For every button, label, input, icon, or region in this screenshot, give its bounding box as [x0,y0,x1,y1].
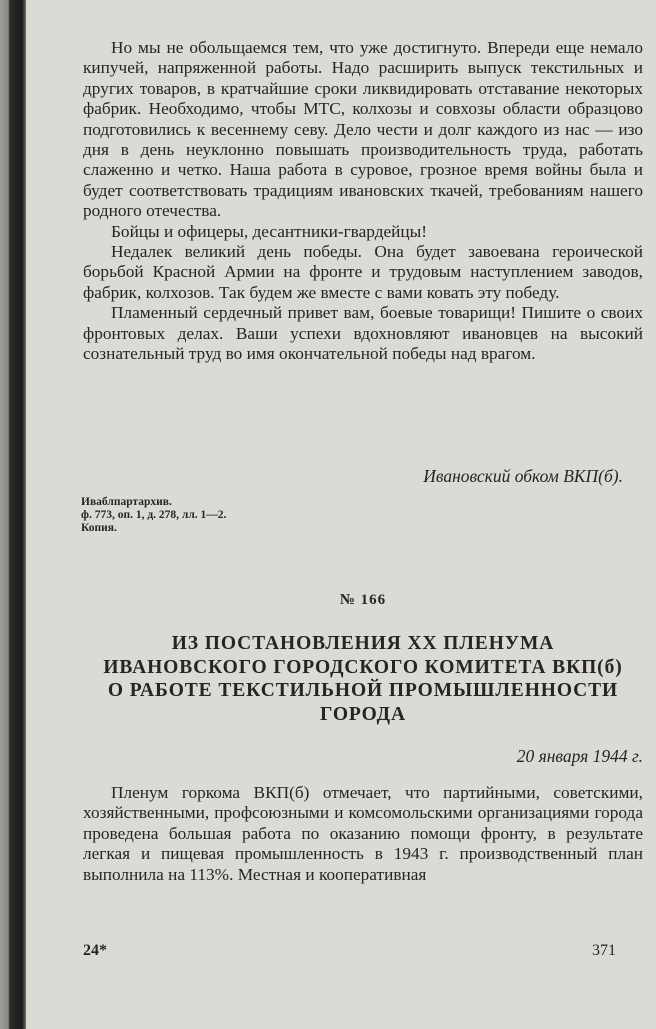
paragraph: Пламенный сердечный привет вам, боевые товарищи! Пишите о своих фронтовых делах. Ваши успехи вдохновляют ивановцев на высокий сознательный труд во имя окончательной победы над врагом. [83,303,643,364]
title-line: ИЗ ПОСТАНОВЛЕНИЯ XX ПЛЕНУМА [171,633,555,654]
document-number: № 166 [339,592,387,608]
title-line: ИВАНОВСКОГО ГОРОДСКОГО КОМИТЕТА ВКП(б) [103,656,623,678]
archive-name: Иваблпартархив. [81,496,172,508]
paragraph: Недалек великий день победы. Она будет завоевана героической борьбой Красной Армии на фронте и трудовым наступлением заводов, фабрик, колхозов. Так будем же вместе с вами ковать эту победу. [83,242,643,302]
page-number: 371 [592,942,616,959]
letter-body [83,38,643,365]
resolution-body [83,783,643,885]
paragraph: Пленум горкома ВКП(б) отмечает, что партийными, советскими, хозяйственными, профсоюзными и комсомольскими организациями города проведена большая работа по оказанию помощи фронту, в результате легкая и пищевая промышленность в 1943 г. производственный план выполнила на 113%. Местная и кооперативная [83,783,643,884]
signature-mark: 24* [83,942,107,959]
book-spine [0,0,26,1029]
letter-signature: Ивановский обком ВКП(б). [423,466,623,486]
document-title [83,632,643,726]
archive-fund: ф. 773, оп. 1, д. 278, лл. 1—2. [81,509,227,521]
archive-copy: Копия. [81,522,117,534]
title-line: О РАБОТЕ ТЕКСТИЛЬНОЙ ПРОМЫШЛЕННОСТИ [107,680,619,701]
paragraph: Бойцы и офицеры, десантники-гвардейцы! [111,221,428,241]
archive-reference [81,496,226,535]
title-line: ГОРОДА [320,703,406,725]
paragraph: Но мы не обольщаемся тем, что уже достигнуто. Впереди еще немало кипучей, напряженной работы. Надо расширить выпуск текстильных и других товаров, в кратчайшие сроки ликвидировать отставание некоторых фабрик. Необходимо, чтобы МТС, колхозы и совхозы области образцово подготовились к весеннему севу. Дело чести и долг каждого из нас — изо дня в день неуклонно повышать производительность труда, работать слаженно и четко. Наша работа в суровое, грозное время войны была и будет соответствовать традициям ивановских ткачей, требованиям нашего родного отечества. [83,38,643,221]
document-date: 20 января 1944 г. [516,746,643,766]
book-page [26,0,656,1029]
